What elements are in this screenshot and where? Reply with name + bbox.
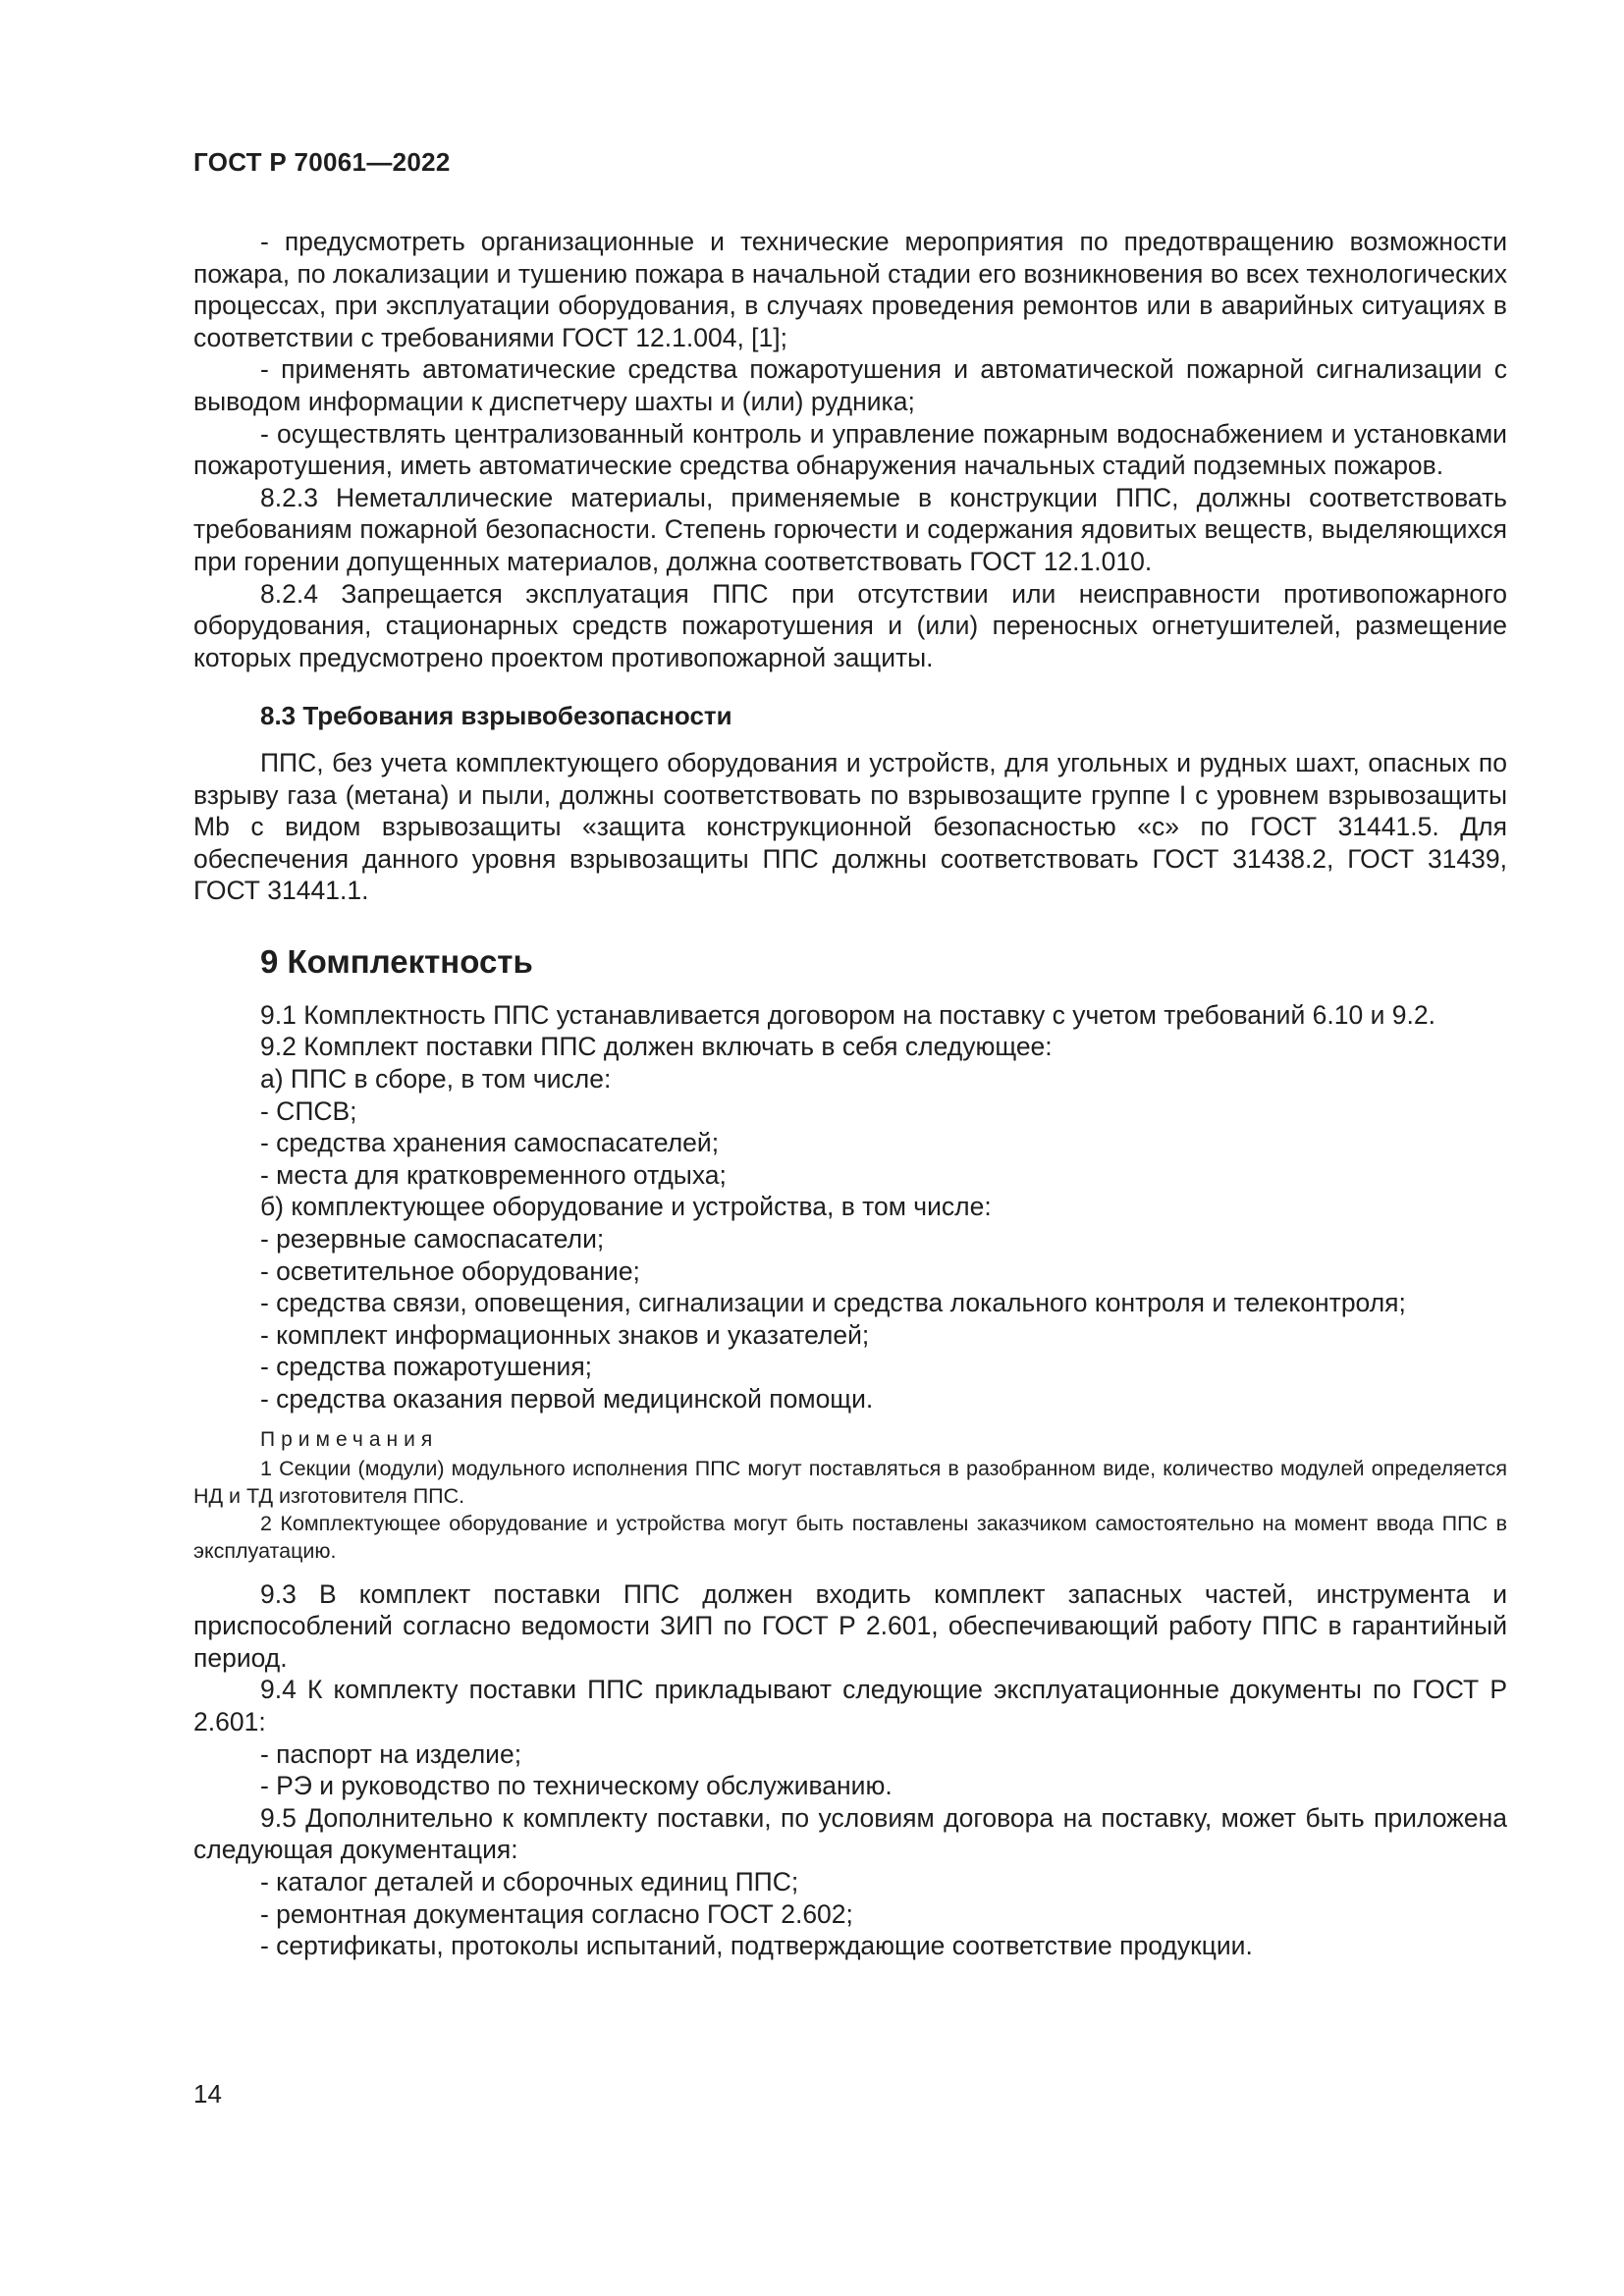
paragraph-8-3: ППС, без учета комплектующего оборудования и устройств, для угольных и рудных шахт, опасных по взрыву газа (метана) и пыли, должны соответствовать по взрывозащите группе I с уровнем взрывозащиты Mb с видом взрывозащиты «защита конструкционной безопасностью «с» по ГОСТ 31441.5. Для обеспечения данного уровня взрывозащиты ППС должны соответствовать ГОСТ 31438.2, ГОСТ 31439, ГОСТ 31441.1. (193, 747, 1507, 906)
paragraph-8-2-3: 8.2.3 Неметаллические материалы, применяемые в конструкции ППС, должны соответствовать требованиям пожарной безопасности. Степень горючести и содержания ядовитых веществ, выделяющихся при горении допущенных материалов, должна соответствовать ГОСТ 12.1.010. (193, 482, 1507, 576)
list-item: - средства пожаротушения; (260, 1352, 593, 1382)
list-item: - резервные самоспасатели; (260, 1224, 605, 1255)
list-item: - РЭ и руководство по техническому обслуживанию. (260, 1771, 893, 1801)
list-item: - места для кратковременного отдыха; (260, 1159, 727, 1190)
paragraph-8-2-4: 8.2.4 Запрещается эксплуатация ППС при отсутствии или неисправности противопожарного оборудования, стационарных средств пожаротушения и (или) переносных огнетушителей, размещение которых предусмотрено проектом противопожарной защиты. (193, 578, 1507, 672)
list-item: - каталог деталей и сборочных единиц ППС; (260, 1866, 799, 1896)
list-item: - паспорт на изделие; (260, 1738, 522, 1769)
list-item: - средства хранения самоспасателей; (260, 1128, 720, 1158)
list-item: - средства оказания первой медицинской помощи. (260, 1384, 874, 1414)
document-header: ГОСТ Р 70061—2022 (193, 147, 451, 177)
paragraph-9-4: 9.4 К комплекту поставки ППС прикладывают следующие эксплуатационные документы по ГОСТ Р 2.601: (193, 1675, 1507, 1736)
list-item: - средства связи, оповещения, сигнализации и средства локального контроля и телеконтроля; (260, 1288, 1406, 1318)
list-item: - осветительное оборудование; (260, 1255, 640, 1286)
fire-bullet-2: - применять автоматические средства пожаротушения и автоматической пожарной сигнализации с выводом информации к диспетчеру шахты и (или) рудника; (193, 354, 1507, 416)
fire-bullet-1: - предусмотреть организационные и технические мероприятия по предотвращению возможности пожара, по локализации и тушению пожара в начальной стадии его возникновения во всех технологических процессах, при эксплуатации оборудования, в случаях проведения ремонтов или в аварийных ситуациях в соответствии с требованиями ГОСТ 12.1.004, [1]; (193, 227, 1507, 352)
section-8-3-heading: 8.3 Требования взрывобезопасности (260, 701, 732, 731)
notes-title: Примечания (260, 1427, 439, 1451)
list-line-b: б) комплектующее оборудование и устройства, в том числе: (260, 1192, 992, 1222)
list-line-a: а) ППС в сборе, в том числе: (260, 1064, 612, 1095)
list-line-9-2: 9.2 Комплект поставки ППС должен включать в себя следующее: (260, 1032, 1053, 1062)
list-item: - сертификаты, протоколы испытаний, подтверждающие соответствие продукции. (260, 1931, 1253, 1961)
fire-bullet-3: - осуществлять централизованный контроль и управление пожарным водоснабжением и установками пожаротушения, иметь автоматические средства обнаружения начальных стадий подземных пожаров. (193, 418, 1507, 481)
list-item: - комплект информационных знаков и указателей; (260, 1319, 870, 1350)
note-1: 1 Секции (модули) модульного исполнения ППС могут поставляться в разобранном виде, количество модулей определяется НД и ТД изготовителя ППС. (193, 1456, 1507, 1508)
paragraph-9-3: 9.3 В комплект поставки ППС должен входить комплект запасных частей, инструмента и приспособлений согласно ведомости ЗИП по ГОСТ Р 2.601, обеспечивающий работу ППС в гарантийный период. (193, 1578, 1507, 1673)
section-9-heading: 9 Комплектность (260, 942, 533, 980)
page-number: 14 (193, 2079, 222, 2109)
note-2: 2 Комплектующее оборудование и устройства могут быть поставлены заказчиком самостоятельно на момент ввода ППС в эксплуатацию. (193, 1511, 1507, 1563)
page-body (193, 226, 1507, 1962)
list-line-9-1: 9.1 Комплектность ППС устанавливается договором на поставку с учетом требований 6.10 и 9.2. (260, 999, 1435, 1030)
section-9-continued (193, 1578, 1507, 1962)
list-item: - ремонтная документация согласно ГОСТ 2.602; (260, 1898, 853, 1929)
paragraph-9-5: 9.5 Дополнительно к комплекту поставки, по условиям договора на поставку, может быть приложена следующая документация: (193, 1802, 1507, 1865)
list-item: - СПСВ; (260, 1095, 357, 1126)
